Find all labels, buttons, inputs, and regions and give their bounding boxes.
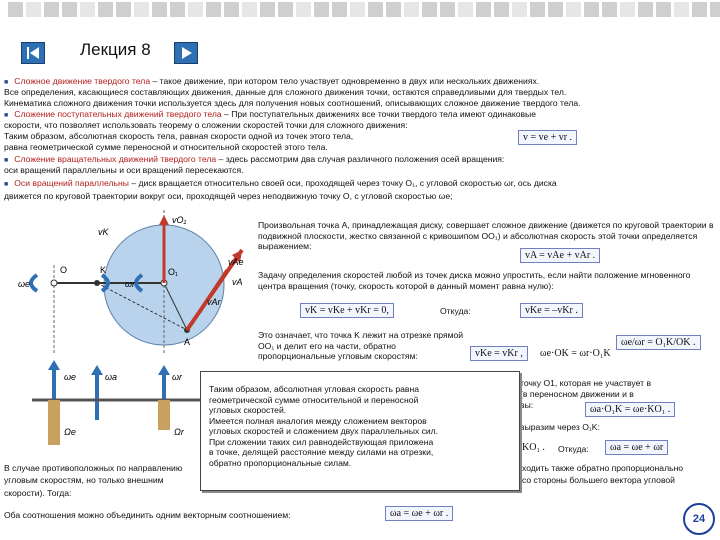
para1-rest: – такое движение, при котором тело участвует одновременно в двух или нескольких движениях. [150, 76, 540, 86]
partial-text-4: выразим через O₁K: [520, 422, 600, 432]
header-grid-cell [638, 2, 653, 17]
header-grid-cell [116, 2, 131, 17]
header-grid-cell [242, 2, 257, 17]
formula-wa-sum: ωa = ωe + ωr [605, 440, 668, 455]
label-vAe: vAe [228, 257, 244, 267]
header-grid-cell [404, 2, 419, 17]
header-grid-cell [566, 2, 581, 17]
bottom-line2: скорости). Тогда: [4, 488, 72, 498]
label-we: ωe [18, 279, 31, 289]
bottom-line1: В случае противоположных по направлению [4, 463, 183, 473]
label-A: A [184, 337, 191, 347]
label-otkuda: Откуда: [440, 306, 471, 316]
label-otkuda-2: Откуда: [558, 444, 589, 454]
header-grid-cell [206, 2, 221, 17]
partial-text-1: точку O1, которая не участвует в [520, 378, 652, 388]
header-grid-cell [278, 2, 293, 17]
arrow-head-icon [48, 360, 60, 370]
text-point-A: Произвольная точка A, принадлежащая диску, совершает сложное движение (движется по круговой траектории в подвижной плоскости, жестко связанной с кривошипом OO₁) и абсолютная скорость этой точки определяется выражением: [258, 220, 714, 251]
callout-box [200, 371, 520, 491]
header-grid-cell [224, 2, 239, 17]
header-grid-cell [26, 2, 41, 17]
next-slide-button[interactable] [174, 42, 198, 64]
label-Omega-e: Ωe [64, 427, 76, 437]
header-grid-cell [584, 2, 599, 17]
formula-wa-final: ωa = ωe + ωr . [385, 506, 453, 521]
label-wr: ωr [125, 279, 136, 289]
arrow-head-icon [159, 215, 169, 225]
label-wr-lower: ωr [172, 372, 183, 382]
partial-text-2: (в переносном движении и в [520, 389, 634, 399]
label-vK: vK [98, 227, 109, 237]
formula-v-sum: v = ve + vr . [518, 130, 577, 145]
header-grid-cell [98, 2, 113, 17]
label-wa: ωa [105, 372, 118, 382]
label-K: K [100, 265, 107, 275]
formula-KO1: KO₁ . [522, 442, 545, 453]
callout-line4: Имеется полная аналогия между сложением векторов [209, 415, 427, 426]
arrow-head-icon [158, 365, 170, 375]
shaft-O [48, 400, 60, 445]
header-grid-cell [494, 2, 509, 17]
header-grid-cell [80, 2, 95, 17]
header-grid-cell [260, 2, 275, 17]
header-grid-cell [620, 2, 635, 17]
header-grid-cell [602, 2, 617, 17]
point-K [94, 280, 100, 286]
para1-line2: Все определения, касающиеся составляющих движения, данные для сложного движения точки, остаются справедливыми для твердых тел. [4, 87, 567, 97]
page-number-badge: 24 [683, 503, 715, 535]
bullet-icon: ■ [4, 181, 9, 188]
callout-line1: Таким образом, абсолютная угловая скорость равна [209, 384, 419, 394]
lecture-title: Лекция 8 [80, 40, 151, 59]
header-grid-cell [530, 2, 545, 17]
header-grid-cell [62, 2, 77, 17]
label-O1: O₁ [168, 267, 179, 277]
callout-line6: При сложении таких сил равнодействующая приложена [209, 436, 434, 447]
para1-line3: Кинематика сложного движения точки используется здесь для получения новых соотношений, описывающих сложное движение твердого тела. [4, 98, 581, 108]
formula-wOK: ωe·OK = ωr·O₁K [540, 348, 611, 359]
header-grid-cell [674, 2, 689, 17]
label-we-lower: ωe [64, 372, 77, 382]
header-grid-cell [476, 2, 491, 17]
text-instant-center: Задачу определения скоростей любой из точек диска можно упростить, если найти положение мгновенного центра вращения (точку, скорость которой в данный момент равна нулю): [258, 270, 691, 291]
prev-slide-button[interactable] [21, 42, 45, 64]
para2-line4: равна геометрической сумме переносной и относительной скоростей этого тела. [4, 142, 328, 152]
formula-vA: vA = vAe + vAr . [520, 248, 600, 263]
header-grid-cell [548, 2, 563, 17]
header-grid-cell [296, 2, 311, 17]
callout-line2: геометрической сумме относительной и переносной [209, 394, 419, 405]
callout-line7: в точке, делящей расстояние между силами на отрезки, [209, 447, 434, 457]
header-grid-cell [386, 2, 401, 17]
bottom-line1c: ходить также обратно пропорционально [522, 463, 684, 473]
header-grid-cell [710, 2, 720, 17]
skip-back-icon [22, 43, 44, 63]
para4-rest: – диск вращается относительно своей оси, проходящей через точку O₁, с угловой скоростью ωr, ось диска [128, 178, 557, 188]
header-grid-cell [314, 2, 329, 17]
callout-line5: угловых скоростей и сложением двух параллельных сил. [209, 426, 439, 436]
text-point-K: Это означает, что точка K лежит на отрезке прямой OO₁ и делит его на части, обратно пропорциональные угловым скоростям: [258, 330, 464, 361]
header-grid-cell [170, 2, 185, 17]
shaft-O1 [158, 400, 170, 430]
header-grid-cell [512, 2, 527, 17]
para3-rest: – здесь рассмотрим два случая различного положения осей вращения: [216, 154, 505, 164]
para4-line1 [4, 178, 557, 191]
label-vAr: vAr [207, 297, 221, 307]
play-forward-icon [175, 43, 197, 63]
formula-vKe: vKe = –vKr . [520, 303, 583, 318]
header-grid-cell [152, 2, 167, 17]
header-grid-cell [368, 2, 383, 17]
header-grid-cell [440, 2, 455, 17]
formula-vKe-eq: vKe = vKr , [470, 346, 528, 361]
header-grid-cell [656, 2, 671, 17]
term-complex-motion: Сложное движение твердого тела [14, 76, 151, 86]
bottom-line3: Оба соотношения можно объединить одним векторным соотношением: [4, 510, 291, 520]
header-grid-cell [458, 2, 473, 17]
header-grid-cell [44, 2, 59, 17]
label-vA: vA [232, 277, 243, 287]
rotation-we-icon [31, 275, 37, 291]
para2-line2: скорости, что позволяет использовать теорему о сложении скоростей точки для сложного движения: [4, 120, 408, 130]
callout-line8: обратно пропорциональные силам. [209, 457, 352, 468]
bullet-icon: ■ [4, 157, 9, 164]
header-decoration [0, 0, 720, 20]
header-grid-cell [332, 2, 347, 17]
bottom-line1b: угловым скоростям, но только внешним [4, 475, 164, 485]
formula-wa-O1K: ωa·O₁K = ωe·KO₁ . [585, 402, 675, 417]
header-grid-cell [188, 2, 203, 17]
bullet-icon: ■ [4, 112, 9, 119]
header-grid-cell [350, 2, 365, 17]
header-grid-cell [422, 2, 437, 17]
label-vO1: vO₁ [172, 215, 187, 225]
point-O [51, 280, 57, 286]
header-grid-cell [8, 2, 23, 17]
bottom-line1d: со стороны большего вектора угловой [522, 475, 675, 485]
term-rotational: Сложение вращательных движений твердого тела [14, 154, 217, 164]
header-grid-cell [692, 2, 707, 17]
partial-text-3: вы: [520, 400, 534, 410]
label-O: O [60, 265, 68, 275]
header-grid-cell [134, 2, 149, 17]
term-parallel-axes: Оси вращений параллельны [14, 178, 129, 188]
para2-line3: Таким образом, абсолютная скорость тела, равная скорости одной из точек этого тела, [4, 131, 354, 141]
label-Omega-r: Ωr [174, 427, 184, 437]
para2-rest: – При поступательных движениях все точки твердого тела имеют одинаковые [221, 109, 537, 119]
bullet-icon: ■ [4, 79, 9, 86]
arrow-head-icon [91, 365, 103, 375]
para3-line2: оси вращений параллельны и оси вращений пересекаются. [4, 165, 244, 175]
formula-ratio: ωe/ωr = O₁K/OK . [616, 335, 701, 350]
formula-vK-zero: vK = vKe + vKr = 0, [300, 303, 394, 318]
callout-line3: угловых скоростей. [209, 405, 287, 415]
para4-line2: движется по круговой траектории вокруг оси, проходящей через неподвижную точку O, с угловой скоростью ωe; [4, 191, 453, 201]
term-translational: Сложение поступательных движений твердого тела [14, 109, 222, 119]
